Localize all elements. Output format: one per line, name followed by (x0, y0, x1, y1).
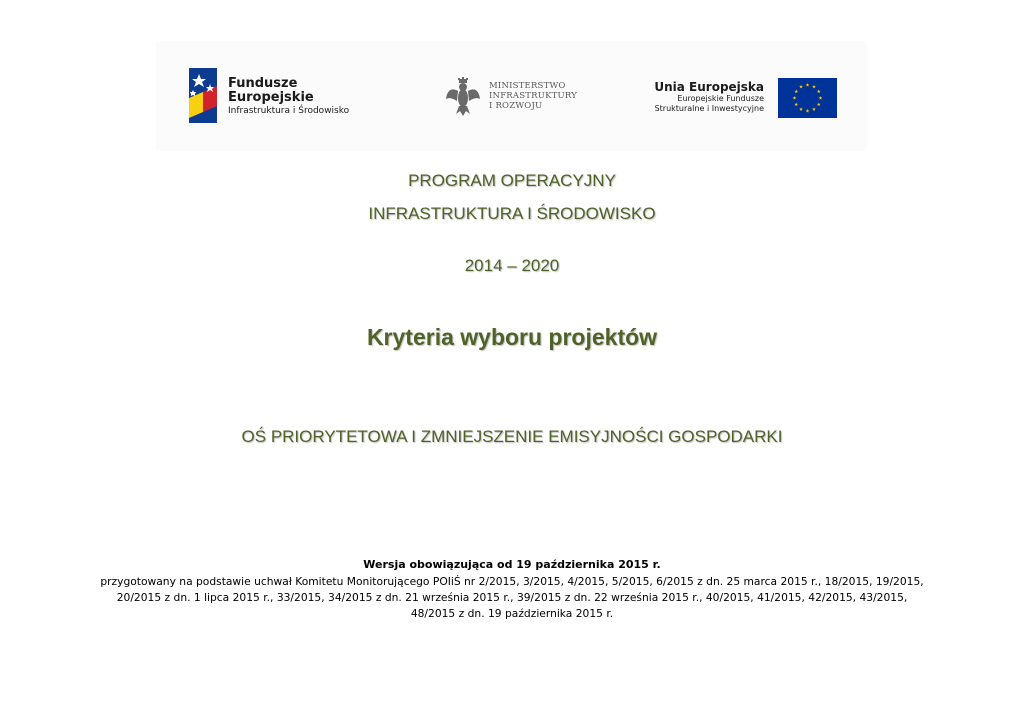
priority-axis-title: OŚ PRIORYTETOWA I ZMNIEJSZENIE EMISYJNOŚCI GOSPODARKI (241, 427, 783, 446)
logo-banner (156, 41, 867, 151)
fundusze-europejskie-text (228, 77, 349, 117)
prepared-note-line1: przygotowany na podstawie uchwał Komitetu Monitorującego POIiŚ nr 2/2015, 3/2015, 4/2015, 5/2015, 6/2015 z dn. 25 marca 2015 r., 18/2015, 19/2015, (100, 575, 924, 588)
polish-eagle-emblem-icon (445, 77, 481, 117)
fe-program-name: Infrastruktura i Środowisko (228, 106, 350, 117)
fe-name-line1: Fundusze (228, 76, 298, 91)
program-subtitle: INFRASTRUKTURA I ŚRODOWISKO (368, 204, 656, 223)
ministry-text (489, 81, 577, 111)
version-statement: Wersja obowiązująca od 19 października 2015 r. (363, 558, 661, 571)
eu-sub-line2: Strukturalne i Inwestycyjne (654, 104, 764, 113)
ministry-line3: I ROZWOJU (489, 101, 543, 111)
ministry-line1: MINISTERSTWO (489, 81, 566, 91)
fe-name-line2: Europejskie (228, 89, 314, 105)
eu-flag-icon (778, 78, 837, 118)
ministry-line2: INFRASTRUKTURY (489, 91, 578, 101)
fundusze-europejskie-logo-icon (189, 68, 217, 123)
program-title: PROGRAM OPERACYJNY (408, 171, 616, 190)
prepared-note-line3: 48/2015 z dn. 19 października 2015 r. (410, 607, 614, 620)
prepared-note-line2: 20/2015 z dn. 1 lipca 2015 r., 33/2015, 34/2015 z dn. 21 września 2015 r., 39/2015 z dn. 22 września 2015 r., 40/2015, 41/2015, 42/2015, 43/2015, (116, 591, 908, 604)
program-years: 2014 – 2020 (464, 256, 560, 275)
eu-name: Unia Europejska (654, 80, 764, 94)
eu-text (654, 80, 764, 114)
prepared-note (84, 574, 940, 622)
eu-sub-line1: Europejskie Fundusze (677, 94, 764, 103)
document-heading: Kryteria wyboru projektów (366, 324, 658, 350)
